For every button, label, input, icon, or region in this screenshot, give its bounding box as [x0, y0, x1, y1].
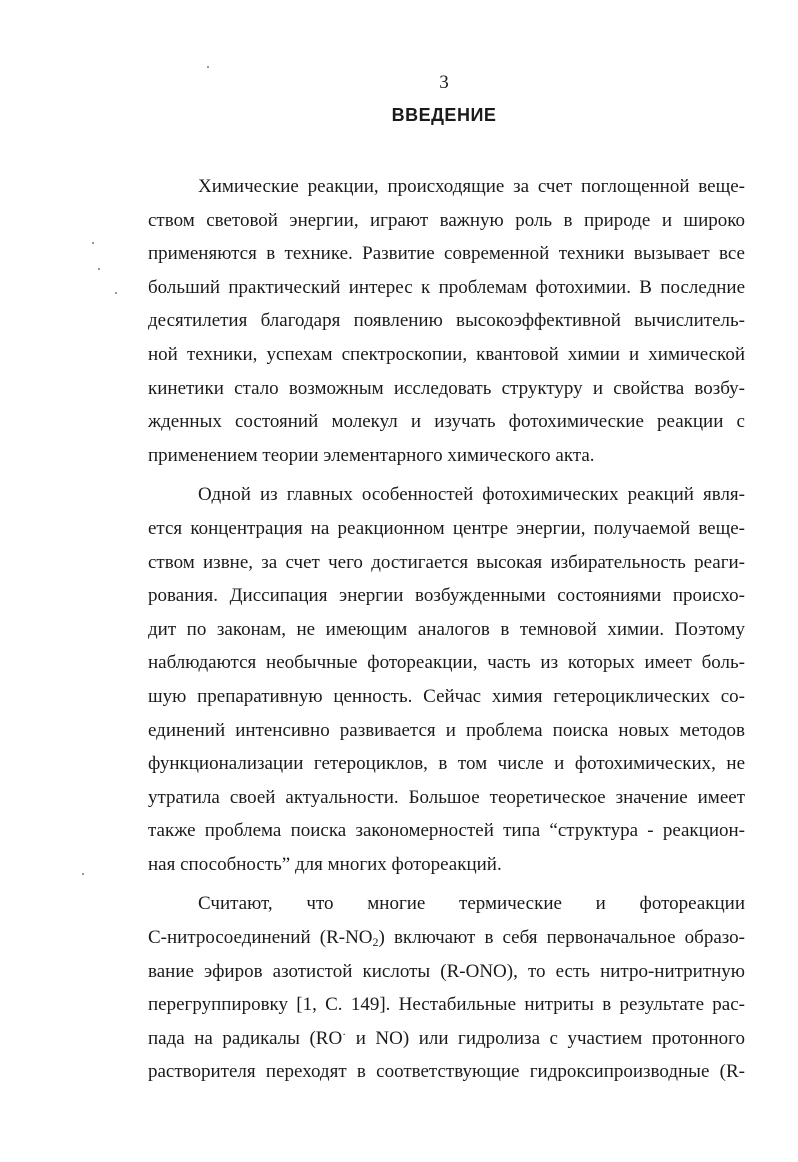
text-line: больший практический интерес к проблемам фотохимии. В последние — [148, 276, 745, 298]
section-heading: ВВЕДЕНИЕ — [391, 105, 497, 125]
text-line: рования. Диссипация энергии возбужденными состояниями происхо- — [148, 585, 745, 607]
text-line: шую препаративную ценность. Сейчас химия гетероциклических со- — [148, 685, 745, 707]
text-line: ется концентрация на реакционном центре энергии, получаемой веще- — [148, 517, 745, 539]
page-number: 3 — [439, 72, 449, 93]
paragraph-1 — [148, 170, 745, 472]
paragraph-2 — [148, 478, 745, 881]
scan-speck — [207, 66, 209, 68]
paragraph-3 — [148, 887, 745, 1089]
scan-speck — [115, 292, 117, 294]
text-line: Считают, что многие термические и фотореакции — [198, 893, 745, 915]
text-fragment: и NO) или гидролиза с участием протонного — [346, 1027, 745, 1049]
text-line: жденных состояний молекул и изучать фотохимические реакции с — [148, 411, 745, 433]
text-fragment: ) включают в себя первоначальное образо- — [378, 927, 745, 949]
text-line: ством извне, за счет чего достигается высокая избирательность реаги- — [148, 551, 745, 573]
superscript: · — [342, 1026, 347, 1041]
text-line: вание эфиров азотистой кислоты (R-ONO), то есть нитро-нитритную — [148, 960, 745, 982]
text-line: единений интенсивно развивается и проблема поиска новых методов — [148, 719, 745, 741]
scan-speck — [82, 873, 84, 875]
text-line — [148, 1022, 745, 1056]
text-line: также проблема поиска закономерностей типа “структура - реакцион- — [148, 820, 745, 842]
text-line: дит по законам, не имеющим аналогов в темновой химии. Поэтому — [148, 618, 745, 640]
text-line: наблюдаются необычные фотореакции, часть из которых имеет боль- — [148, 652, 745, 674]
text-line: ной техники, успехам спектроскопии, квантовой химии и химической — [148, 343, 745, 365]
text-line: функционализации гетероциклов, в том числе и фотохимических, не — [148, 753, 745, 775]
text-line: ством световой энергии, играют важную роль в природе и широко — [148, 209, 745, 231]
text-line: применением теории элементарного химического акта. — [148, 444, 595, 466]
scan-speck — [92, 242, 94, 244]
text-line: утратила своей актуальности. Большое теоретическое значение имеет — [148, 786, 745, 808]
text-line: применяются в технике. Развитие современной техники вызывает все — [148, 243, 745, 265]
text-fragment: С-нитросоединений (R-NO — [148, 927, 373, 949]
text-line: растворителя переходят в соответствующие гидроксипроизводные (R- — [148, 1061, 745, 1083]
body-text — [148, 170, 745, 1089]
text-fragment: пада на радикалы (RO — [148, 1027, 343, 1049]
text-line — [148, 921, 745, 955]
text-line: Одной из главных особенностей фотохимических реакций явля- — [198, 484, 745, 506]
subscript: 2 — [372, 935, 379, 950]
text-line: кинетики стало возможным исследовать структуру и свойства возбу- — [148, 377, 745, 399]
text-line: перегруппировку [1, С. 149]. Нестабильные нитриты в результате рас- — [148, 994, 745, 1016]
text-line: ная способность” для многих фотореакций. — [148, 853, 502, 875]
text-line: Химические реакции, происходящие за счет поглощенной веще- — [198, 176, 745, 197]
scan-speck — [98, 268, 100, 270]
text-line: десятилетия благодаря появлению высокоэффективной вычислитель- — [148, 310, 745, 332]
